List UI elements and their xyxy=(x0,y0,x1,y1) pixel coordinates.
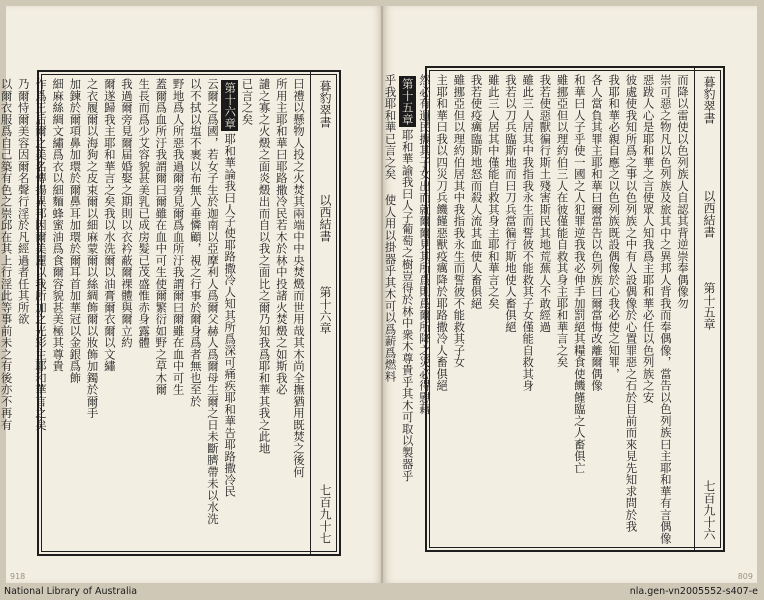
right-page-number: 七百九十六 xyxy=(702,480,716,540)
text-column: 我若使疫癘臨斯地怒而殺人流其血使人畜俱絕 xyxy=(469,74,484,309)
right-page xyxy=(383,6,757,583)
text-column: 生長而爲少艾容貌甚美乳已成房髮已茂盛惟赤身露體 xyxy=(137,78,152,349)
text-column: 崇可惡之物凡以色列族及旅其中之異邦人背我而奉偶像，當告以色列族曰主耶和華有言偶像 xyxy=(658,74,673,544)
right-body-text xyxy=(383,74,691,544)
text-column: 我若使惡獸徧行斯土殘害斯民其地荒蕪人不敢經過 xyxy=(538,74,553,333)
text-column: 雖此三人居其中僅能自救其身主耶和華言之矣 xyxy=(486,74,501,309)
footer-library-name: National Library of Australia xyxy=(4,586,138,597)
text-column: 乃爾恃爾美容因爾名聲行淫於凡經過者任其所欲 xyxy=(16,78,31,325)
chapter-marker: 第十六章 xyxy=(221,80,238,131)
left-page-sidebar xyxy=(314,76,336,550)
text-column: 已言之矣 xyxy=(240,78,255,125)
left-chapter-title: 以西結書 xyxy=(318,194,332,242)
text-column: 譴之寡之火燬之面炎燬出而自以我之面比之爾乃知我爲耶和華其我之此地 xyxy=(257,78,272,454)
text-column: 雖挪亞但以理約伯居其中我指我永生而誓彼不能救其子女 xyxy=(452,74,467,368)
right-margin-rule xyxy=(694,68,695,550)
text-column: 惡跋人心是耶和華之言使眾人知我爲主耶和華必任以色列族之安 xyxy=(641,74,656,403)
text-column: 曰禮以懸物人投之火焚其兩端中中央焚燬而世用哉其木尚全撫猶用既焚之後何 xyxy=(292,78,306,478)
left-chapter-label: 第十六章 xyxy=(318,286,332,334)
text-column: 雖挪亞但以理約伯三人在彼僅能自救其身主耶和華言之矣 xyxy=(555,74,570,368)
text-column: 云爾之爲國，若女子生於迦南以亞摩利人爲爾父赫人爲爾母生爾之日未斷臍帶未以水洗 xyxy=(205,78,220,525)
right-corner-mark: 809 xyxy=(737,572,753,581)
text-column: 之衣履爾以海狗之皮束爾以細麻蒙爾以絲綢飾爾以妝飾加鐲於爾手 xyxy=(85,78,100,419)
text-column: 第十五章耶和華諭我曰人子葡萄之樹豈得於林中衆木尊貴乎其木可取以製器乎 xyxy=(399,74,416,544)
text-column: 野地爲人所惡我過爾旁見爾爲血所汙我謂爾曰爾雖在血中可生 xyxy=(171,78,186,396)
left-page xyxy=(0,6,382,583)
text-column: 各人當負其罪主耶和華曰爾當告以色列族曰爾當悔改離爾偶像 xyxy=(589,74,604,392)
text-column: 細麻絲綢文繡爲衣以細麵蜂蜜油爲食爾容貌甚美極其尊貴 xyxy=(51,78,66,372)
right-chapter-title: 以西結書 xyxy=(702,190,716,238)
left-margin-rule xyxy=(310,72,311,554)
footer-record-id: nla.gen-vn2005552-s407-e xyxy=(629,586,758,597)
text-column: 我過爾旁見爾届婚娶之期則以衣衿蔽爾裸體與爾立約 xyxy=(119,78,134,349)
text-column: 加鍊於爾項鼻加環於爾鼻耳加環於爾耳首加華冠以金銀爲飾 xyxy=(68,78,83,384)
text-column: 以爾衣服爲自己築有色之崇邱在其上行淫此等事前未之有後亦不再有 xyxy=(0,78,14,431)
text-column: 作爲王后爾之美名傳揚異邦因爾美麗以我所加之光彩主耶和華言之矣 xyxy=(33,78,48,431)
text-column: 我耶和華必親自應之以色列族既設偶像於心我必使之知罪， xyxy=(607,74,622,380)
chapter-marker: 第十五章 xyxy=(399,76,416,127)
text-column: 乎我耶和華已言之矣 使人用以掛器乎其木可以爲薪爲燃料 xyxy=(383,74,398,383)
right-page-frame xyxy=(383,66,725,552)
left-corner-mark: 918 xyxy=(10,572,26,581)
left-page-number: 七百九十七 xyxy=(318,484,332,544)
right-page-sidebar xyxy=(698,72,720,546)
text-column: 主耶和華曰我以四災刀兵饑饉惡獸疫癘降於耶路撒冷人畜俱絕 xyxy=(435,74,450,392)
text-column: 蓋爾爲血所汙我謂爾曰爾雖在血中可生使爾繁衍如野之草木爾 xyxy=(154,78,169,396)
text-column: 然必有遺民攜其子女出而就爾爾見其所爲則爲爾所降之災必得慰藉 xyxy=(417,74,432,415)
text-column: 彼處使我知所爲之事以色列族之中有人設偶像於心置罪惡之石於目前而來見先知求問於我 xyxy=(624,74,639,533)
text-column: 所用主耶和華曰耶路撒冷民若木於林中投諸火焚燬之如斯我必 xyxy=(274,78,289,396)
text-column: 我若以刀兵臨斯地而曰刀兵當徧行斯地使人畜俱絕 xyxy=(503,74,518,333)
text-column: 而降以雷使以色列族人自認其背逆崇奉偶像勿 xyxy=(676,74,690,309)
right-book-title: 暮豹翠書 xyxy=(702,76,716,124)
left-book-title: 暮豹翠書 xyxy=(318,80,332,128)
text-column: 雖此三人居其中我指我永生而誓彼不能救其子女僅能自救其身 xyxy=(521,74,536,392)
left-page-frame xyxy=(0,70,341,556)
text-column: 以不拭以塩不裹以布無人垂憐顧，視之行事於爾身爲者無也至於 xyxy=(188,78,203,407)
text-column: 第十六章耶和華論我曰人子使耶路撒冷人知其所爲深可痛疾耶和華告耶路撒冷民 xyxy=(221,78,238,548)
text-column: 和華曰人子乎使一國之人犯罪逆我我必伸手加罰絕其糧食使饑饉臨之人畜俱亡 xyxy=(572,74,587,474)
text-column: 爾遂歸我主耶和華言之矣我以水洗爾以油膏爾衣爾以文繡 xyxy=(102,78,117,372)
right-chapter-label: 第十五章 xyxy=(702,282,716,330)
left-body-text xyxy=(0,78,307,548)
